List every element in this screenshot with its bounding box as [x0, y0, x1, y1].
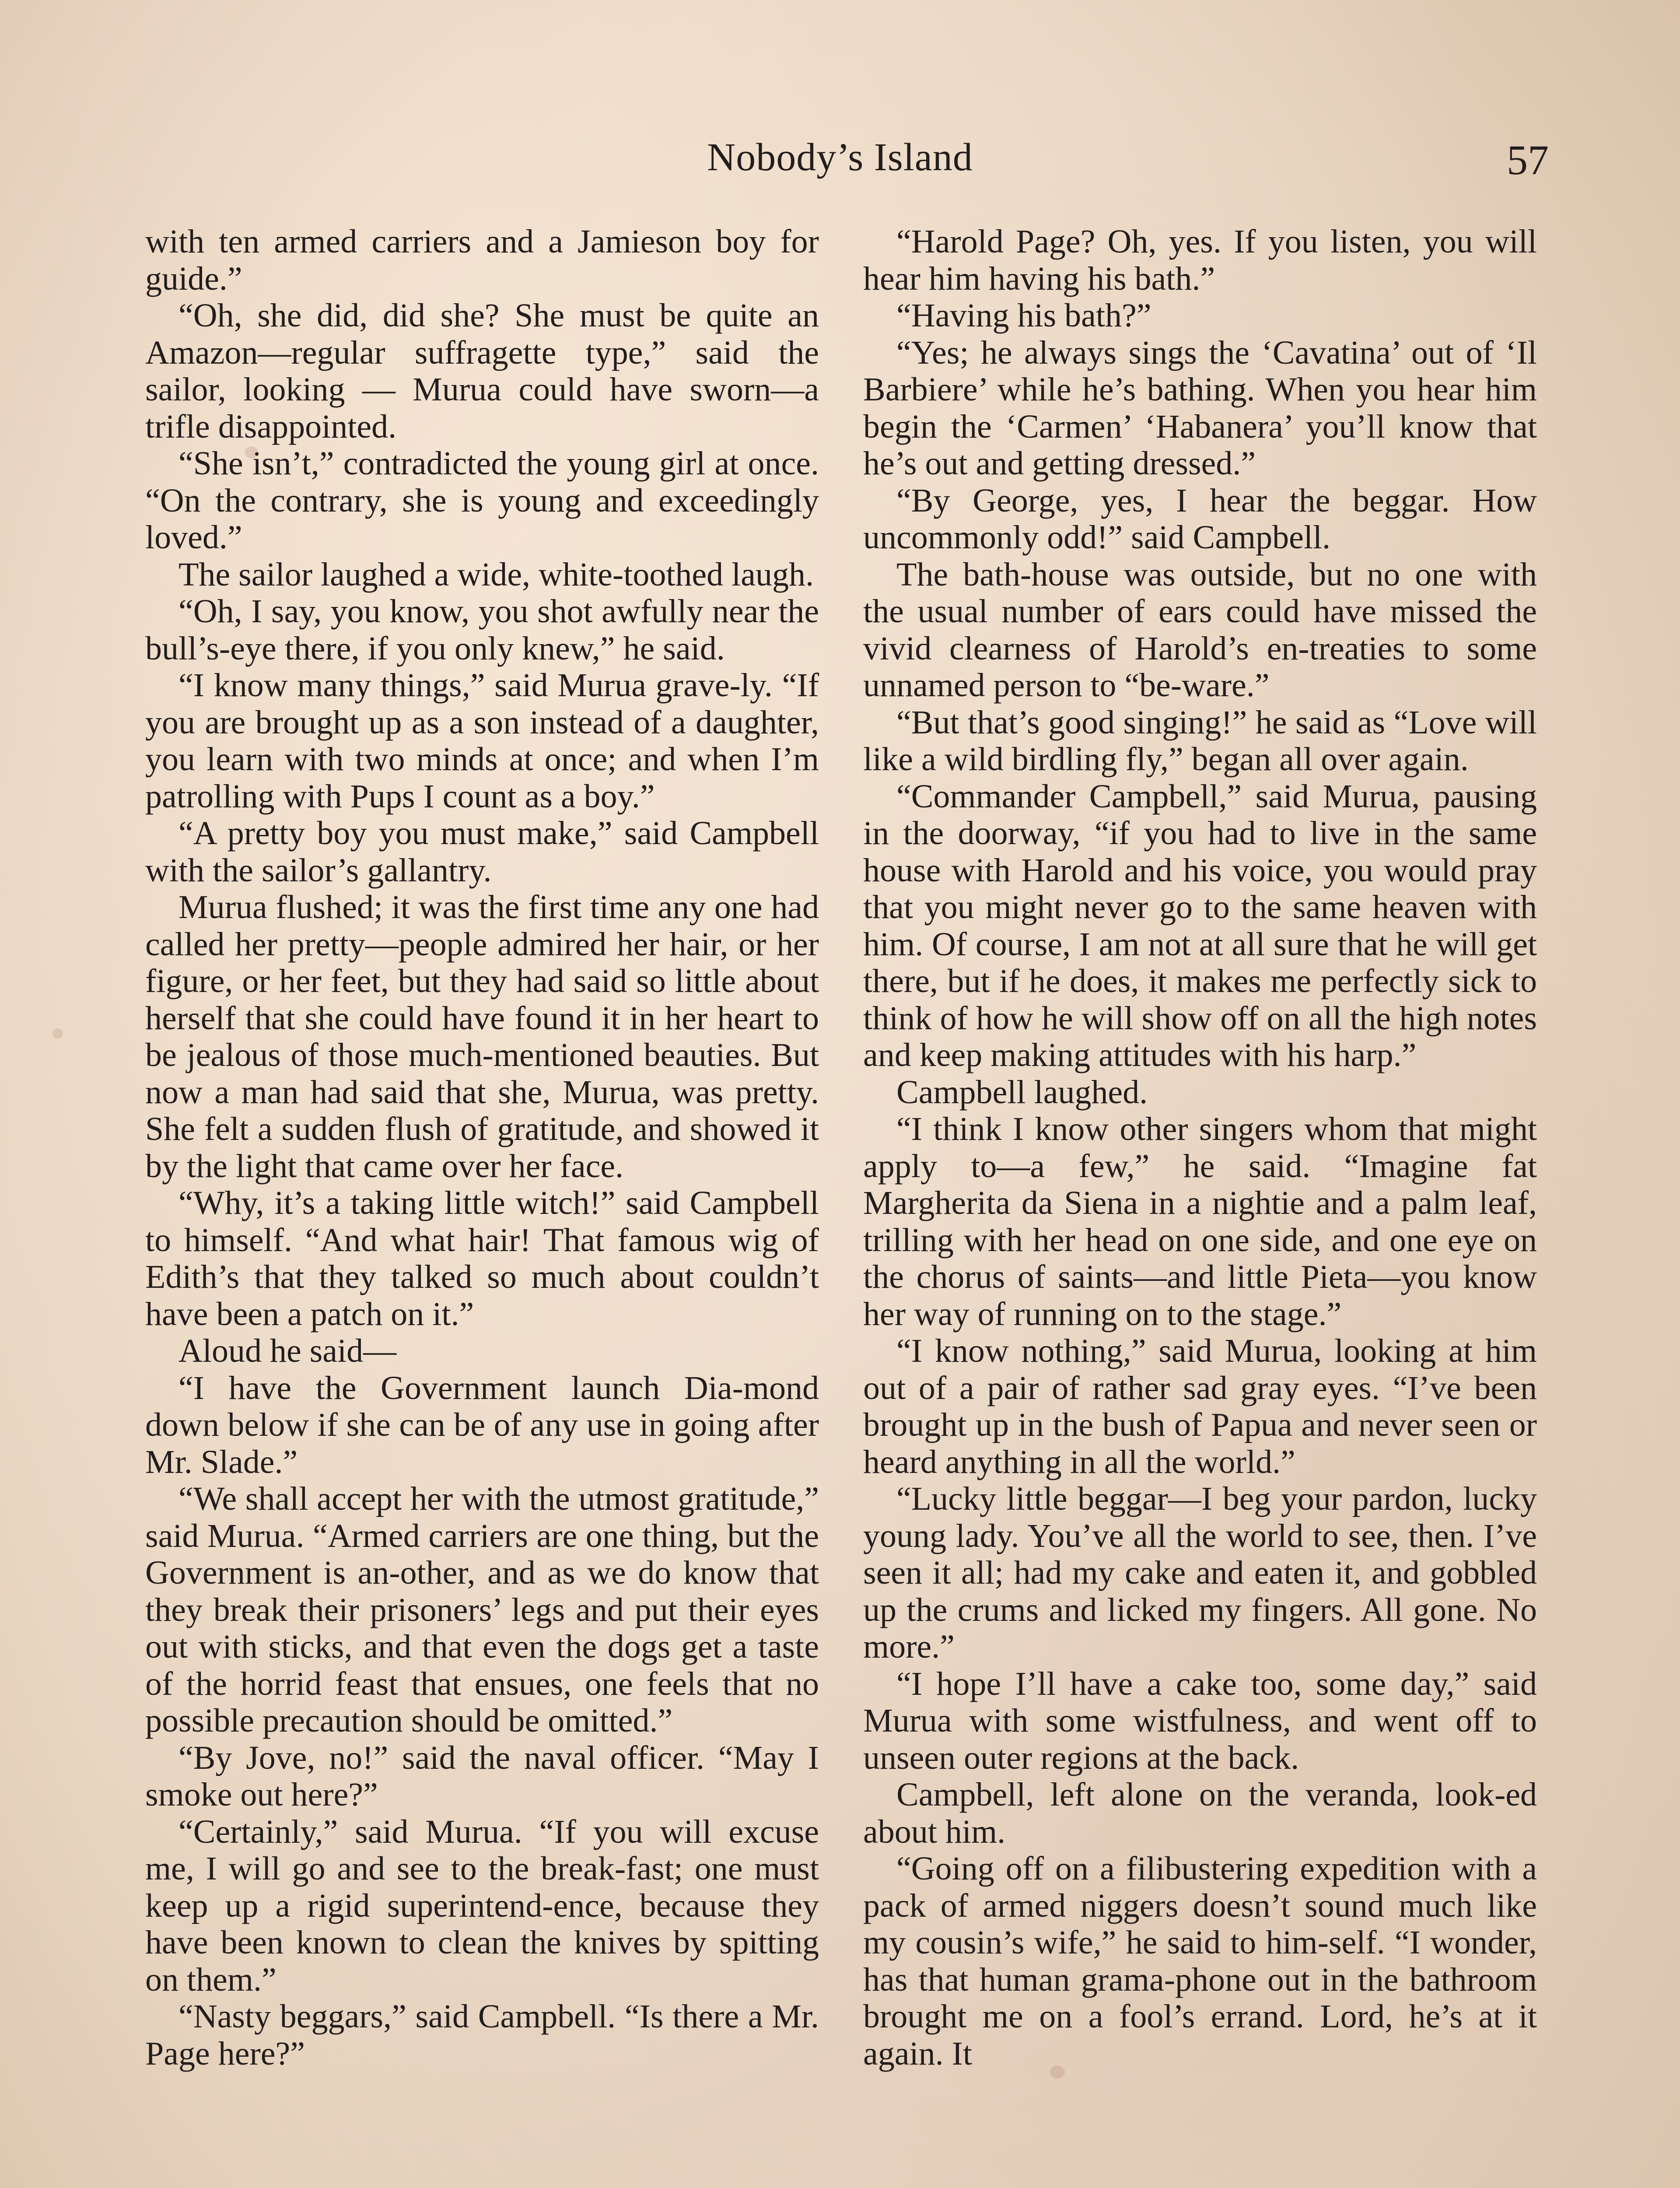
paragraph: “But that’s good singing!” he said as “Love will like a wild birdling fly,” began all over again. [863, 704, 1537, 778]
text-column-right [863, 223, 1537, 2072]
paragraph: “Nasty beggars,” said Campbell. “Is there a Mr. Page here?” [145, 1998, 819, 2072]
paragraph: The bath-house was outside, but no one with the usual number of ears could have missed the vivid clearness of Harold’s en-treaties to some unnamed person to “be-ware.” [863, 556, 1537, 704]
running-title: Nobody’s Island [707, 136, 973, 179]
paragraph: with ten armed carriers and a Jamieson boy for guide.” [145, 223, 819, 297]
paragraph: “I hope I’ll have a cake too, some day,” said Murua with some wistfulness, and went off to unseen outer regions at the back. [863, 1665, 1537, 1776]
paragraph: “Commander Campbell,” said Murua, pausing in the doorway, “if you had to live in the same house with Harold and his voice, you would pray that you might never go to the same heaven with him. Of course, I am not at all sure that he will get there, but if he does, it makes me perfectly sick to think of how he will show off on all the high notes and keep making attitudes with his harp.” [863, 778, 1537, 1073]
paragraph: The sailor laughed a wide, white-toothed laugh. [178, 556, 814, 593]
paragraph: “A pretty boy you must make,” said Campbell with the sailor’s gallantry. [145, 815, 819, 889]
paragraph: “Certainly,” said Murua. “If you will excuse me, I will go and see to the break-fast; one must keep up a rigid superintend-ence, because they have been known to clean the knives by spitting on them.” [145, 1813, 819, 1998]
paragraph: “We shall accept her with the utmost gratitude,” said Murua. “Armed carriers are one thing, but the Government is an-other, and as we do know that they break their prisoners’ legs and put their eyes out with sticks, and that even the dogs get a taste of the horrid feast that ensues, one feels that no possible precaution should be omitted.” [145, 1480, 819, 1739]
paragraph: “I know many things,” said Murua grave-ly. “If you are brought up as a son instead of a daughter, you learn with two minds at once; and when I’m patrolling with Pups I count as a boy.” [145, 667, 819, 815]
paragraph: “She isn’t,” contradicted the young girl at once. “On the contrary, she is young and exceedingly loved.” [145, 445, 819, 556]
paragraph: Campbell, left alone on the veranda, look-ed about him. [863, 1776, 1537, 1850]
paper-stain [52, 1028, 63, 1039]
paragraph: “Lucky little beggar—I beg your pardon, lucky young lady. You’ve all the world to see, then. I’ve seen it all; had my cake and eaten it, and gobbled up the crums and licked my fingers. All gone. No more.” [863, 1480, 1537, 1665]
paragraph: Aloud he said— [178, 1332, 397, 1369]
paragraph: “Having his bath?” [896, 297, 1152, 334]
paragraph: “Going off on a filibustering expedition with a pack of armed niggers doesn’t sound much like my cousin’s wife,” he said to him-self. “I wonder, has that human grama-phone out in the bathroom brought me on a fool’s errand. Lord, he’s at it again. It [863, 1850, 1537, 2072]
running-head [0, 131, 1680, 197]
paragraph: “I know nothing,” said Murua, looking at him out of a pair of rather sad gray eyes. “I’ve been brought up in the bush of Papua and never seen or heard anything in all the world.” [863, 1332, 1537, 1480]
paragraph: “I think I know other singers whom that might apply to—a few,” he said. “Imagine fat Margherita da Siena in a nightie and a palm leaf, trilling with her head on one side, and one eye on the chorus of saints—and little Pieta—you know her way of running on to the stage.” [863, 1111, 1537, 1332]
paragraph: “Oh, she did, did she? She must be quite an Amazon—regular suffragette type,” said the sailor, looking — Murua could have sworn—a trifle disappointed. [145, 297, 819, 445]
paragraph: “Why, it’s a taking little witch!” said Campbell to himself. “And what hair! That famous wig of Edith’s that they talked so much about couldn’t have been a patch on it.” [145, 1185, 819, 1332]
paragraph: “Harold Page? Oh, yes. If you listen, you will hear him having his bath.” [863, 223, 1537, 297]
page-number: 57 [1507, 137, 1549, 183]
paragraph: “Yes; he always sings the ‘Cavatina’ out of ‘Il Barbiere’ while he’s bathing. When you hear him begin the ‘Carmen’ ‘Habanera’ you’ll know that he’s out and getting dressed.” [863, 334, 1537, 482]
paragraph: Murua flushed; it was the first time any one had called her pretty—people admired her hair, or her figure, or her feet, but they had said so little about herself that she could have found it in her heart to be jealous of those much-mentioned beauties. But now a man had said that she, Murua, was pretty. She felt a sudden flush of gratitude, and showed it by the light that came over her face. [145, 889, 819, 1185]
text-column-left [145, 223, 819, 2072]
paragraph: “I have the Government launch Dia-mond down below if she can be of any use in going after Mr. Slade.” [145, 1369, 819, 1480]
paragraph: Campbell laughed. [896, 1073, 1148, 1111]
paragraph: “By Jove, no!” said the naval officer. “May I smoke out here?” [145, 1739, 819, 1813]
paragraph: “By George, yes, I hear the beggar. How uncommonly odd!” said Campbell. [863, 482, 1537, 556]
paragraph: “Oh, I say, you know, you shot awfully near the bull’s-eye there, if you only knew,” he said. [145, 593, 819, 667]
